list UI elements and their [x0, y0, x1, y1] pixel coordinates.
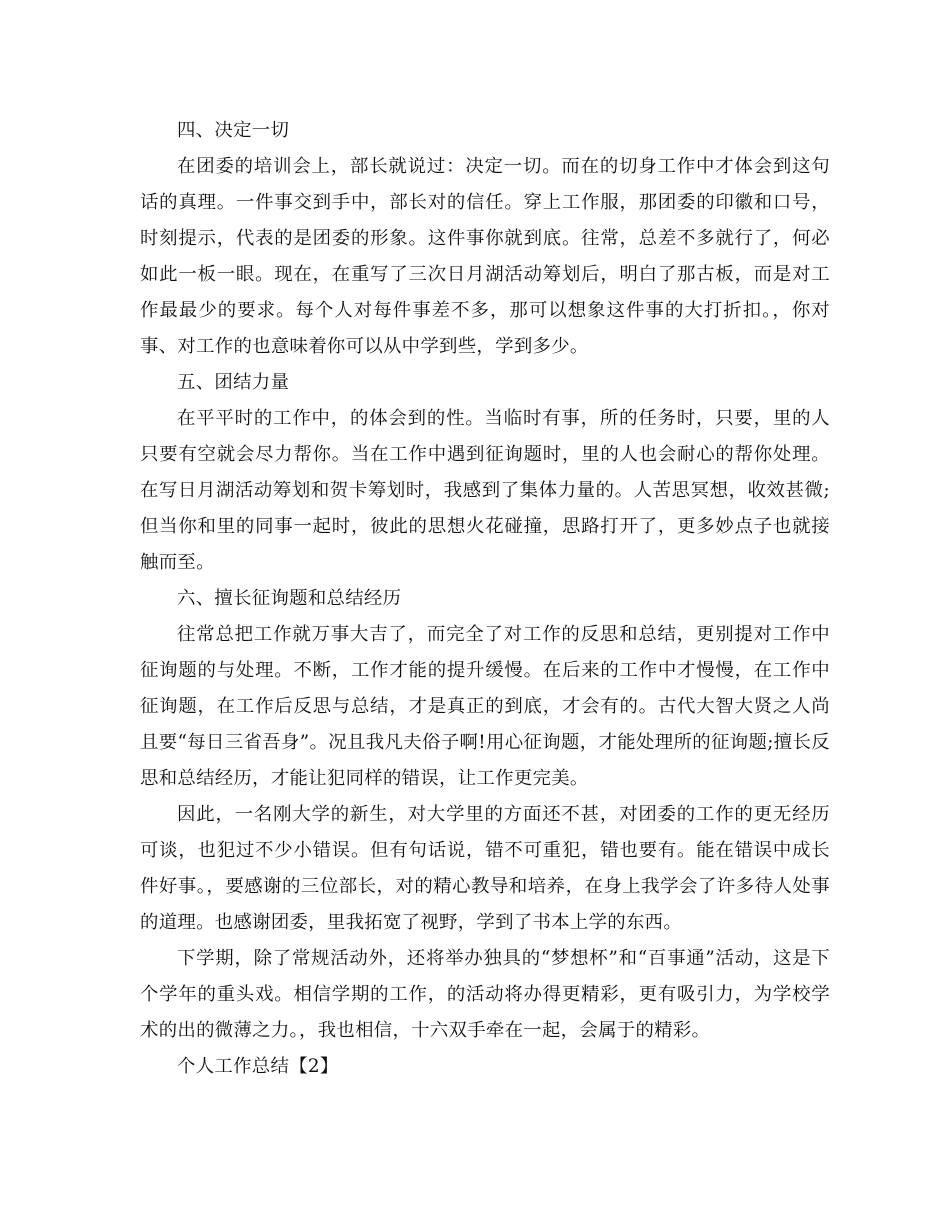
- paragraph-gratitude: 因此，一名刚大学的新生，对大学里的方面还不甚，对团委的工作的更无经历可谈，也犯过不少小错误。但有句话说，错不可重犯，错也要有。能在错误中成长件好事。，要感谢的三位部长，对的精心教导和培养，在身上我学会了许多待人处事的道理。也感谢团委，里我拓宽了视野，学到了书本上学的东西。: [140, 804, 830, 933]
- section-heading-report-2: 个人工作总结【2】: [177, 1056, 339, 1077]
- paragraph-decide: 在团委的培训会上，部长就说过：决定一切。而在的切身工作中才体会到这句话的真理。一件事交到手中，部长对的信任。穿上工作服，那团委的印徽和口号，时刻提示，代表的是团委的形象。这件事你就到底。往常，总差不多就行了，何必如此一板一眼。现在，在重写了三次日月湖活动筹划后，明白了那古板，而是对工作最最少的要求。每个人对每件事差不多，那可以想象这件事的大打折扣。，你对事、对工作的也意味着你可以从中学到些，学到多少。: [140, 156, 830, 357]
- section-heading-unity: 五、团结力量: [177, 372, 290, 393]
- section-heading-summary: 六、擅长征询题和总结经历: [177, 588, 402, 609]
- paragraph-next-term: 下学期，除了常规活动外，还将举办独具的“梦想杯”和“百事通”活动，这是下个学年的重头戏。相信学期的工作，的活动将办得更精彩，更有吸引力，为学校学术的出的微薄之力。，我也相信，十六双手牵在一起，会属于的精彩。: [140, 948, 830, 1041]
- paragraph-unity: 在平平时的工作中，的体会到的性。当临时有事，所的任务时，只要，里的人只要有空就会尽力帮你。当在工作中遇到征询题时，里的人也会耐心的帮你处理。在写日月湖活动筹划和贺卡筹划时，我感到了集体力量的。人苦思冥想，收效甚微;但当你和里的同事一起时，彼此的思想火花碰撞，思路打开了，更多妙点子也就接触而至。: [140, 408, 830, 573]
- paragraph-summary: 往常总把工作就万事大吉了，而完全了对工作的反思和总结，更别提对工作中征询题的与处理。不断，工作才能的提升缓慢。在后来的工作中才慢慢，在工作中征询题，在工作后反思与总结，才是真正的到底，才会有的。古代大智大贤之人尚且要“每日三省吾身”。况且我凡夫俗子啊!用心征询题，才能处理所的征询题;擅长反思和总结经历，才能让犯同样的错误，让工作更完美。: [140, 624, 830, 789]
- section-heading-decide: 四、决定一切: [177, 120, 290, 141]
- document-body: [140, 113, 830, 1085]
